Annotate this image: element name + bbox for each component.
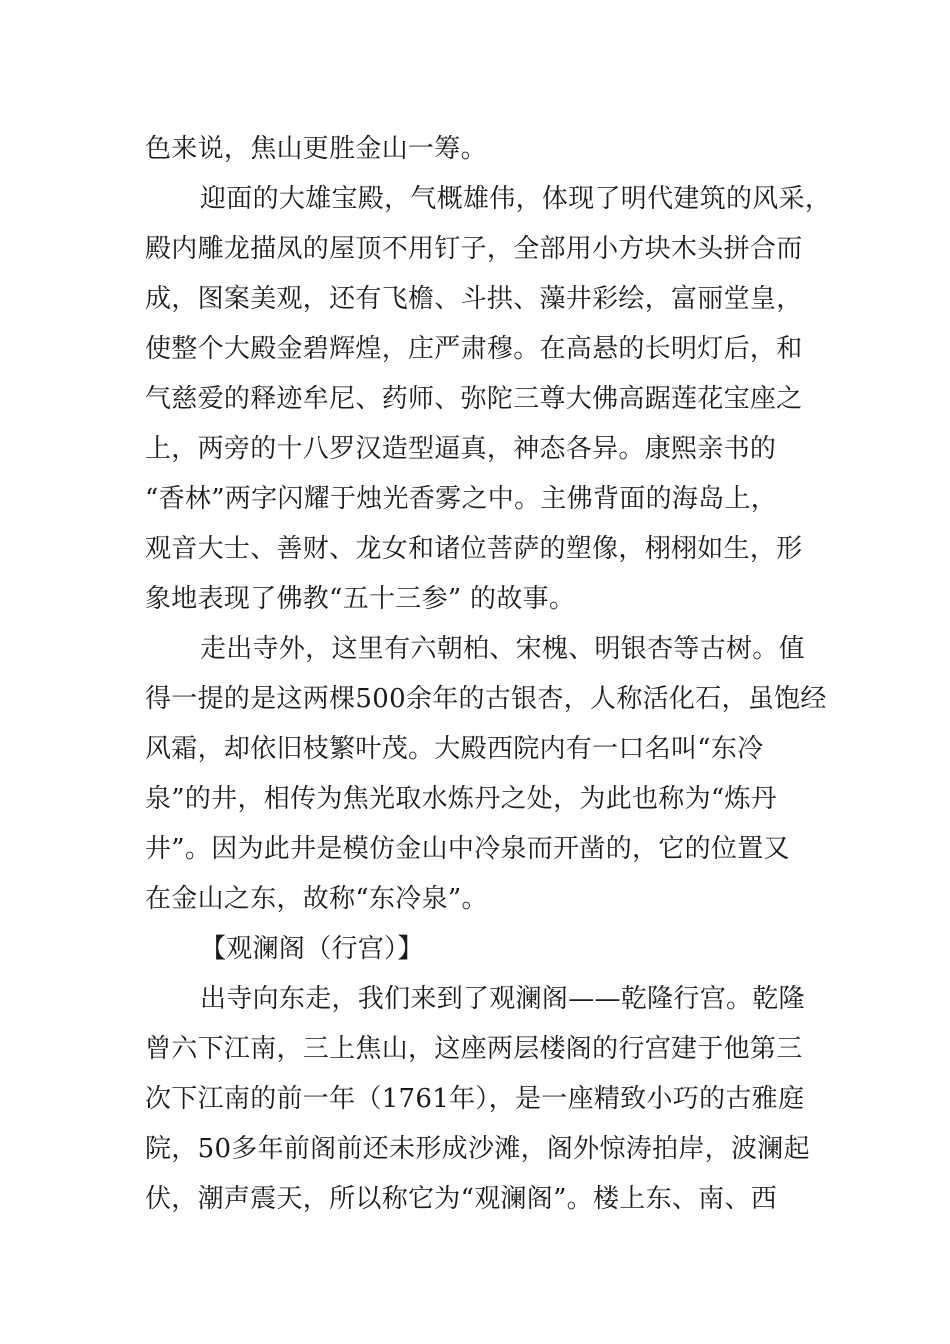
text-line: 使整个大殿金碧辉煌，庄严肃穆。在高悬的长明灯后，和 (145, 334, 803, 364)
text-line: 得一提的是这两棵500余年的古银杏，人称活化石，虽饱经 (145, 684, 827, 714)
text-line: 象地表现了佛教“五十三参” 的故事。 (145, 584, 576, 614)
text-line: 成，图案美观，还有飞檐、斗拱、藻井彩绘，富丽堂皇， (145, 284, 803, 314)
paragraph-start: 迎面的大雄宝殿，气概雄伟，体现了明代建筑的风采， (200, 184, 832, 214)
text-line: 次下江南的前一年（1761年），是一座精致小巧的古雅庭 (145, 1084, 805, 1114)
text-line: 观音大士、善财、龙女和诸位菩萨的塑像，栩栩如生，形 (145, 534, 803, 564)
paragraph-start: 出寺向东走，我们来到了观澜阁——乾隆行宫。乾隆 (200, 984, 805, 1014)
text-line: 色来说，焦山更胜金山一筹。 (145, 134, 487, 164)
text-line: 在金山之东，故称“东冷泉”。 (145, 884, 488, 914)
text-line: 伏，潮声震天，所以称它为“观澜阁”。楼上东、南、西 (145, 1184, 778, 1214)
text-line: 院，50多年前阁前还未形成沙滩，阁外惊涛拍岸，波澜起 (145, 1134, 810, 1164)
text-line: 泉”的井，相传为焦光取水炼丹之处，为此也称为“炼丹 (145, 784, 778, 814)
text-line: 气慈爱的释迹牟尼、药师、弥陀三尊大佛高踞莲花宝座之 (145, 384, 803, 414)
text-line: 风霜，却依旧枝繁叶茂。大殿西院内有一口名叫“东冷 (145, 734, 764, 764)
text-line: 井”。因为此井是模仿金山中冷泉而开凿的，它的位置又 (145, 834, 790, 864)
text-line: “香林”两字闪耀于烛光香雾之中。主佛背面的海岛上， (145, 484, 778, 514)
text-line: 上，两旁的十八罗汉造型逼真，神态各异。康熙亲书的 (145, 434, 777, 464)
paragraph-start: 走出寺外，这里有六朝柏、宋槐、明银杏等古树。值 (200, 634, 805, 664)
text-line: 曾六下江南，三上焦山，这座两层楼阁的行宫建于他第三 (145, 1034, 803, 1064)
section-heading: 【观澜阁（行宫）】 (200, 934, 424, 964)
text-line: 殿内雕龙描凤的屋顶不用钉子，全部用小方块木头拼合而 (145, 234, 803, 264)
